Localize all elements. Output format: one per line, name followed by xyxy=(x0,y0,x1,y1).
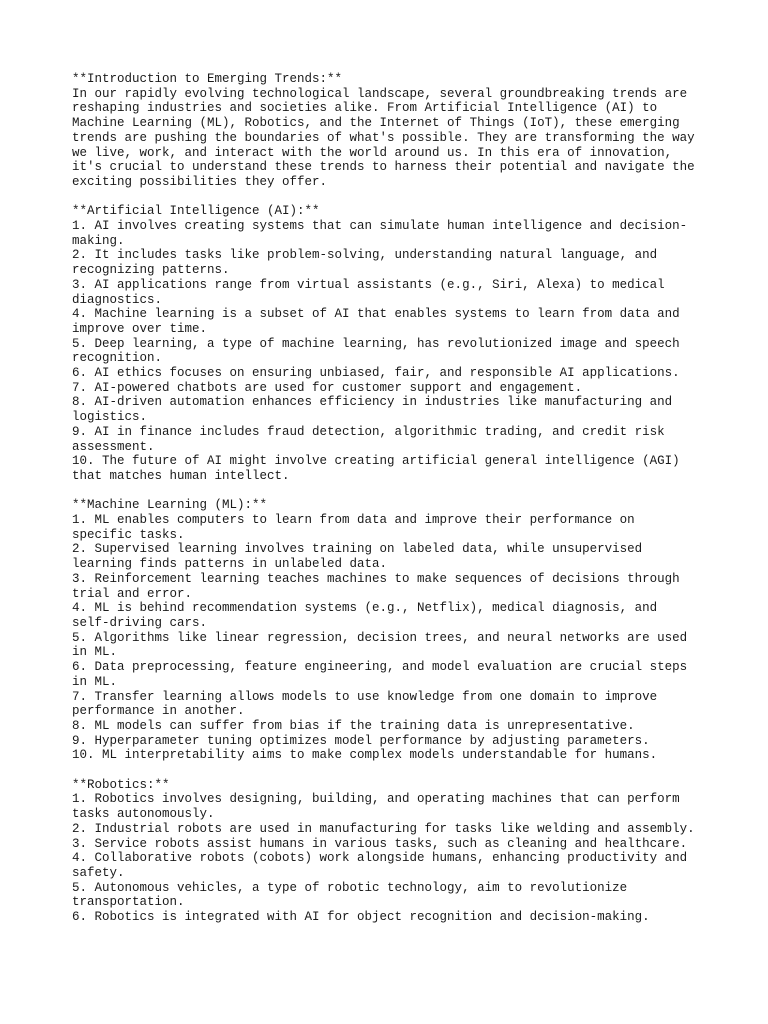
list-item-line: 5. Autonomous vehicles, a type of robotic technology, aim to revolutionize xyxy=(72,880,628,895)
paragraph-line: exciting possibilities they offer. xyxy=(72,174,328,189)
list-item-line: 4. Collaborative robots (cobots) work alongside humans, enhancing productivity and xyxy=(72,851,688,866)
paragraph-line: In our rapidly evolving technological landscape, several groundbreaking trends are xyxy=(72,86,688,101)
list-item-line: 7. Transfer learning allows models to use knowledge from one domain to improve xyxy=(72,689,658,704)
list-item-line: performance in another. xyxy=(72,704,245,719)
list-item-line: 9. AI in finance includes fraud detection, algorithmic trading, and credit risk xyxy=(72,424,665,439)
paragraph-line: we live, work, and interact with the world around us. In this era of innovation, xyxy=(72,145,673,160)
list-item-line: recognition. xyxy=(72,351,163,366)
paragraph-line: Machine Learning (ML), Robotics, and the Internet of Things (IoT), these emerging xyxy=(72,116,680,131)
list-item-line: 5. Algorithms like linear regression, decision trees, and neural networks are used xyxy=(72,630,688,645)
list-item-line: 7. AI-powered chatbots are used for customer support and engagement. xyxy=(72,380,583,395)
list-item-line: 10. ML interpretability aims to make complex models understandable for humans. xyxy=(72,748,658,763)
list-item-line: 4. ML is behind recommendation systems (e.g., Netflix), medical diagnosis, and xyxy=(72,601,658,616)
list-item-line: 9. Hyperparameter tuning optimizes model performance by adjusting parameters. xyxy=(72,733,650,748)
section-machine-learning xyxy=(72,498,712,763)
list-item-line: tasks autonomously. xyxy=(72,807,215,822)
list-item-line: 6. AI ethics focuses on ensuring unbiased, fair, and responsible AI applications. xyxy=(72,366,680,381)
list-item-line: 3. Reinforcement learning teaches machines to make sequences of decisions through xyxy=(72,571,680,586)
section-heading: **Introduction to Emerging Trends:** xyxy=(72,72,343,86)
list-item-line: 8. AI-driven automation enhances efficiency in industries like manufacturing and xyxy=(72,395,673,410)
list-item-line: 8. ML models can suffer from bias if the training data is unrepresentative. xyxy=(72,718,635,733)
list-item-line: logistics. xyxy=(72,410,148,425)
list-item-line: trial and error. xyxy=(72,586,193,601)
list-item-line: 1. ML enables computers to learn from data and improve their performance on xyxy=(72,513,635,528)
list-item-line: 3. AI applications range from virtual assistants (e.g., Siri, Alexa) to medical xyxy=(72,277,665,292)
list-item-line: learning finds patterns in unlabeled data. xyxy=(72,557,388,572)
list-item-line: 1. Robotics involves designing, building, and operating machines that can perform xyxy=(72,792,680,807)
list-item-line: assessment. xyxy=(72,439,155,454)
list-item-line: improve over time. xyxy=(72,321,208,336)
list-item-line: 3. Service robots assist humans in various tasks, such as cleaning and healthcare. xyxy=(72,836,688,851)
list-item-line: recognizing patterns. xyxy=(72,263,230,278)
document-page xyxy=(72,72,712,925)
list-item-line: that matches human intellect. xyxy=(72,468,290,483)
list-item-line: 5. Deep learning, a type of machine learning, has revolutionized image and speech xyxy=(72,336,680,351)
list-item-line: specific tasks. xyxy=(72,527,185,542)
section-artificial-intelligence xyxy=(72,204,712,483)
list-item-line: 4. Machine learning is a subset of AI that enables systems to learn from data and xyxy=(72,307,680,322)
list-item-line: 6. Data preprocessing, feature engineering, and model evaluation are crucial steps xyxy=(72,660,688,675)
paragraph-line: reshaping industries and societies alike. From Artificial Intelligence (AI) to xyxy=(72,101,658,116)
section-introduction xyxy=(72,72,712,190)
paragraph-line: it's crucial to understand these trends to harness their potential and navigate the xyxy=(72,160,695,175)
list-item-line: self-driving cars. xyxy=(72,615,208,630)
list-item-line: 10. The future of AI might involve creating artificial general intelligence (AGI) xyxy=(72,454,680,469)
section-heading: **Robotics:** xyxy=(72,777,170,792)
list-item-line: making. xyxy=(72,233,125,248)
paragraph-line: trends are pushing the boundaries of what's possible. They are transforming the way xyxy=(72,130,695,145)
list-item-line: diagnostics. xyxy=(72,292,163,307)
list-item-line: 1. AI involves creating systems that can simulate human intelligence and decision- xyxy=(72,219,688,234)
list-item-line: 2. It includes tasks like problem-solving, understanding natural language, and xyxy=(72,248,658,263)
section-robotics xyxy=(72,778,712,925)
list-item-line: transportation. xyxy=(72,895,185,910)
section-heading: **Machine Learning (ML):** xyxy=(72,498,268,513)
list-item-line: in ML. xyxy=(72,674,118,689)
list-item-line: safety. xyxy=(72,865,125,880)
list-item-line: in ML. xyxy=(72,645,118,660)
section-heading: **Artificial Intelligence (AI):** xyxy=(72,204,320,219)
list-item-line: 2. Industrial robots are used in manufacturing for tasks like welding and assembly. xyxy=(72,821,695,836)
list-item-line: 6. Robotics is integrated with AI for object recognition and decision-making. xyxy=(72,910,650,925)
list-item-line: 2. Supervised learning involves training on labeled data, while unsupervised xyxy=(72,542,643,557)
